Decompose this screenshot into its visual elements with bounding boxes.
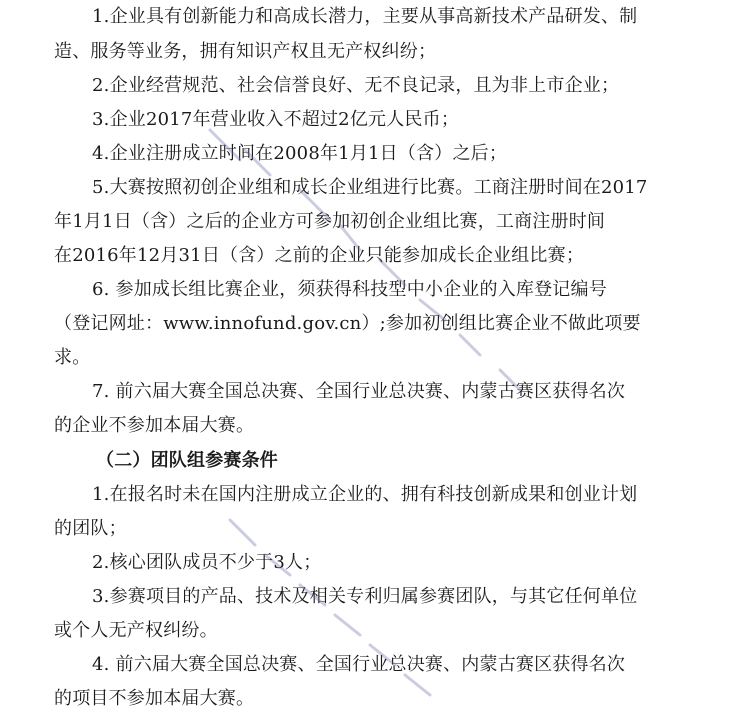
text-line: 7. 前六届大赛全国总决赛、全国行业总决赛、内蒙古赛区获得名次 <box>92 381 626 402</box>
text-line: 的企业不参加本届大赛。 <box>54 415 255 436</box>
text-line: 3.企业2017年营业收入不超过2亿元人民币； <box>92 109 460 130</box>
text-line: 4. 前六届大赛全国总决赛、全国行业总决赛、内蒙古赛区获得名次 <box>92 654 626 675</box>
text-line: 6. 参加成长组比赛企业，须获得科技型中小企业的入库登记编号 <box>92 279 607 300</box>
text-line: 造、服务等业务，拥有知识产权且无产权纠纷； <box>54 41 437 62</box>
text-line: 1.在报名时未在国内注册成立企业的、拥有科技创新成果和创业计划 <box>92 484 638 505</box>
text-line: 5.大赛按照初创企业组和成长企业组进行比赛。工商注册时间在2017 <box>92 177 648 198</box>
text-line: 2.企业经营规范、社会信誉良好、无不良记录，且为非上市企业； <box>92 75 620 96</box>
text-line: 或个人无产权纠纷。 <box>54 620 218 641</box>
text-line: 的团队； <box>54 518 127 539</box>
text-line: （登记网址：www.innofund.gov.cn）;参加初创组比赛企业不做此项要 <box>54 313 641 334</box>
text-line: 1.企业具有创新能力和高成长潜力，主要从事高新技术产品研发、制 <box>92 6 638 27</box>
text-line: 4.企业注册成立时间在2008年1月1日（含）之后； <box>92 143 508 164</box>
section-heading: （二）团队组参赛条件 <box>96 450 278 471</box>
text-line: 在2016年12月31日（含）之前的企业只能参加成长企业组比赛； <box>54 245 585 266</box>
text-line: 求。 <box>54 347 91 368</box>
text-line: 2.核心团队成员不少于3人； <box>92 552 322 573</box>
text-line: 的项目不参加本届大赛。 <box>54 688 255 709</box>
text-line: 年1月1日（含）之后的企业方可参加初创企业组比赛，工商注册时间 <box>54 211 606 232</box>
text-line: 3.参赛项目的产品、技术及相关专利归属参赛团队，与其它任何单位 <box>92 586 638 607</box>
